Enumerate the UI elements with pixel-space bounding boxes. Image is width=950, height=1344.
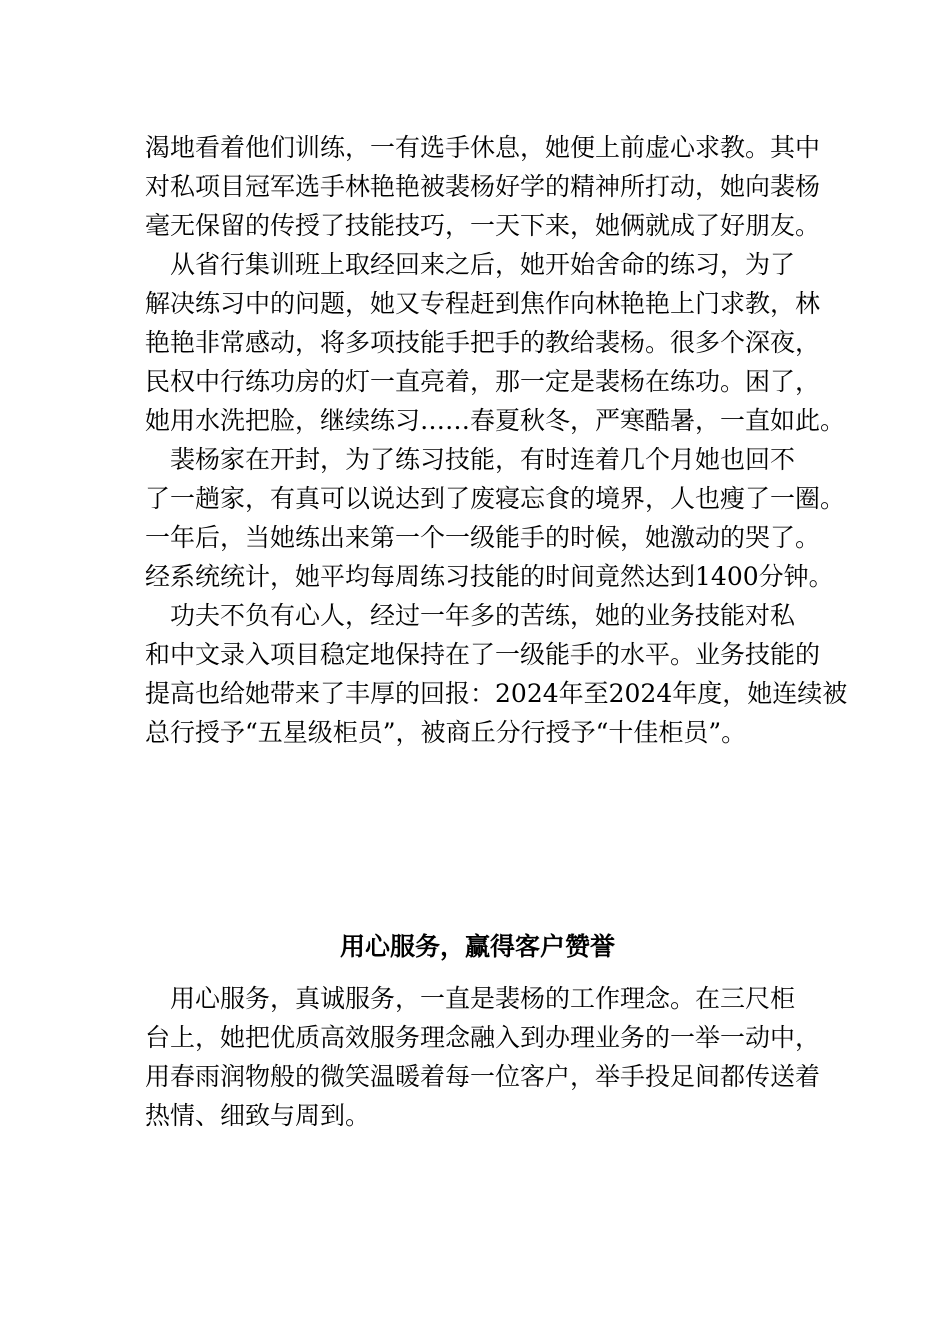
- text-line: 热情、细致与周到。: [145, 1101, 371, 1130]
- text-line: 和中文录入项目稳定地保持在了一级能手的水平。业务技能的: [145, 640, 821, 669]
- text-line: 用心服务，真诚服务，一直是裴杨的工作理念。在三尺柜: [145, 984, 796, 1013]
- text-line: 渴地看着他们训练，一有选手休息，她便上前虚心求教。其中: [145, 133, 821, 162]
- text-line: 她用水洗把脸，继续练习……春夏秋冬，严寒酷暑，一直如此。: [145, 406, 846, 435]
- section-heading: 用心服务，赢得客户赞誉: [339, 932, 615, 961]
- text-line: 总行授予“五星级柜员”，被商丘分行授予“十佳柜员”。: [145, 718, 747, 747]
- text-line: 裴杨家在开封，为了练习技能，有时连着几个月她也回不: [145, 445, 796, 474]
- body-text-part2: [145, 979, 821, 1135]
- text-line: 台上，她把优质高效服务理念融入到办理业务的一举一动中，: [145, 1023, 821, 1052]
- text-line: 民权中行练功房的灯一直亮着，那一定是裴杨在练功。困了，: [145, 367, 821, 396]
- text-line: 解决练习中的问题，她又专程赶到焦作向林艳艳上门求教，林: [145, 289, 821, 318]
- text-line: 从省行集训班上取经回来之后，她开始舍命的练习，为了: [145, 250, 796, 279]
- text-line: 艳艳非常感动，将多项技能手把手的教给裴杨。很多个深夜，: [145, 328, 821, 357]
- text-line: 对私项目冠军选手林艳艳被裴杨好学的精神所打动，她向裴杨: [145, 172, 821, 201]
- text-line: 了一趟家，有真可以说达到了废寝忘食的境界，人也瘦了一圈。: [145, 484, 846, 513]
- text-line: 功夫不负有心人，经过一年多的苦练，她的业务技能对私: [145, 601, 796, 630]
- text-line: 用春雨润物般的微笑温暖着每一位客户，举手投足间都传送着: [145, 1062, 821, 1091]
- text-line: 一年后，当她练出来第一个一级能手的时候，她激动的哭了。: [145, 523, 821, 552]
- text-line: 经系统统计，她平均每周练习技能的时间竟然达到1400分钟。: [145, 562, 834, 591]
- body-text-part1: [145, 128, 848, 752]
- text-line: 提高也给她带来了丰厚的回报：2024年至2024年度，她连续被: [145, 679, 848, 708]
- text-line: 毫无保留的传授了技能技巧，一天下来，她俩就成了好朋友。: [145, 211, 821, 240]
